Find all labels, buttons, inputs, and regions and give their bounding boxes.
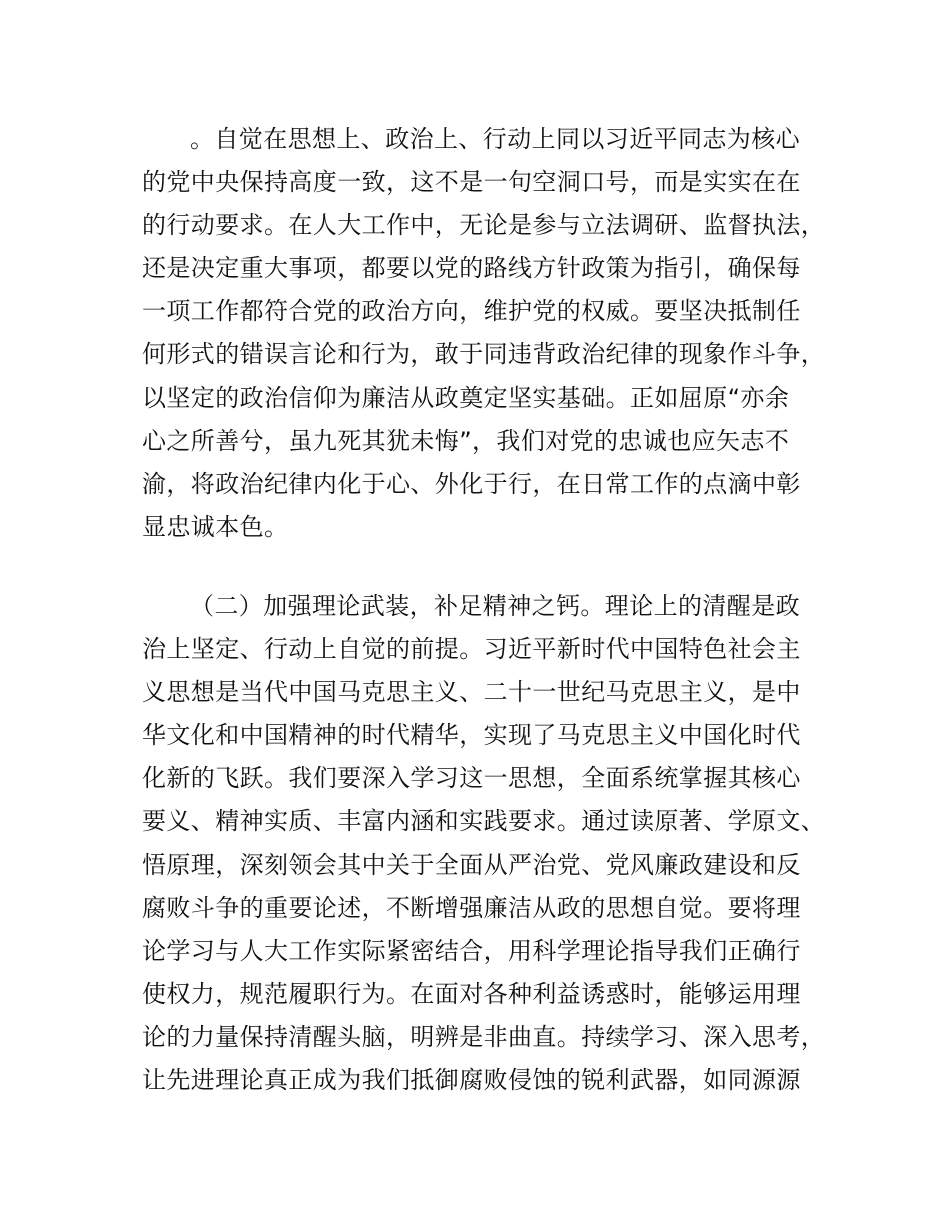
paragraph-1-line-3: 的行动要求。在人大工作中，无论是参与立法调研、监督执法， [142, 211, 826, 240]
paragraph-1-line-2: 的党中央保持高度一致，这不是一句空洞口号，而是实实在在 [142, 168, 801, 197]
paragraph-1-line-10: 显忠诚本色。 [142, 512, 289, 541]
paragraph-1-line-6: 何形式的错误言论和行为，敢于同违背政治纪律的现象作斗争， [142, 340, 826, 369]
paragraph-2-line-11: 论的力量保持清醒头脑，明辨是非曲直。持续学习、深入思考， [142, 1022, 826, 1051]
paragraph-2-line-5: 化新的飞跃。我们要深入学习这一思想，全面系统掌握其核心 [142, 764, 801, 793]
paragraph-1-line-7: 以坚定的政治信仰为廉洁从政奠定坚实基础。正如屈原“亦余 [142, 383, 790, 412]
paragraph-2-line-8: 腐败斗争的重要论述，不断增强廉洁从政的思想自觉。要将理 [142, 893, 801, 922]
paragraph-2-line-9: 论学习与人大工作实际紧密结合，用科学理论指导我们正确行 [142, 936, 801, 965]
paragraph-2-line-6: 要义、精神实质、丰富内涵和实践要求。通过读原著、学原文、 [142, 807, 826, 836]
document-body [142, 118, 842, 1102]
paragraph-2-line-10: 使权力，规范履职行为。在面对各种利益诱惑时，能够运用理 [142, 979, 801, 1008]
paragraph-2-line-4: 华文化和中国精神的时代精华，实现了马克思主义中国化时代 [142, 721, 801, 750]
paragraph-2-line-3: 义思想是当代中国马克思主义、二十一世纪马克思主义，是中 [142, 678, 801, 707]
paragraph-1-line-4: 还是决定重大事项，都要以党的路线方针政策为指引，确保每 [142, 254, 801, 283]
paragraph-2-line-7: 悟原理，深刻领会其中关于全面从严治党、党风廉政建设和反 [142, 850, 801, 879]
paragraph-2-line-12: 让先进理论真正成为我们抵御腐败侵蚀的锐利武器，如同源源 [142, 1065, 801, 1094]
paragraph-1-line-5: 一项工作都符合党的政治方向，维护党的权威。要坚决抵制任 [142, 297, 801, 326]
paragraph-1-line-8: 心之所善兮，虽九死其犹未悔”，我们对党的忠诚也应矢志不 [142, 426, 790, 455]
paragraph-1-line-1: 。自觉在思想上、政治上、行动上同以习近平同志为核心 [190, 125, 800, 153]
paragraph-2-line-2: 治上坚定、行动上自觉的前提。习近平新时代中国特色社会主 [142, 635, 801, 664]
paragraph-2-line-1: （二）加强理论武装，补足精神之钙。理论上的清醒是政 [190, 591, 800, 620]
paragraph-1-line-9: 渝，将政治纪律内化于心、外化于行，在日常工作的点滴中彰 [142, 469, 801, 498]
